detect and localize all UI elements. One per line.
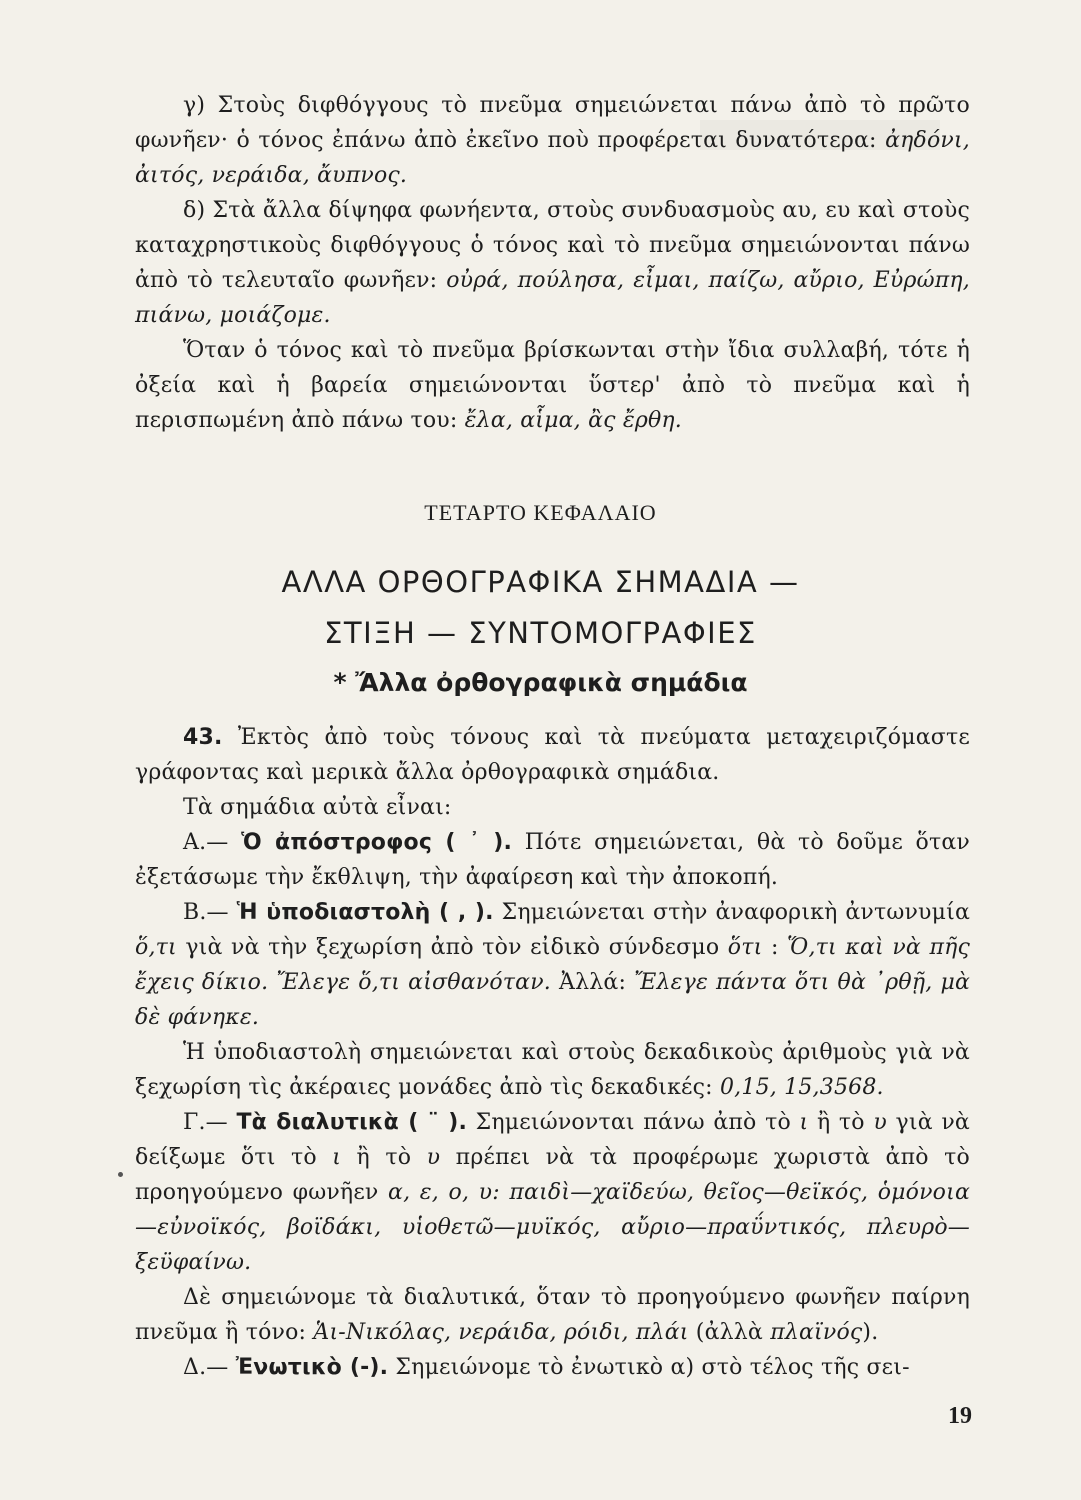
paragraph-accent-rule: Ὅταν ὁ τόνος καὶ τὸ πνεῦμα βρίσκωνται στὴν ἴδια συλλαβή, τότε ἡ ὀξεία καὶ ἡ βαρεία σημειώνονται ὕστερ' ἀπὸ τὸ πνεῦμα καὶ ἡ περισπωμένη ἀπὸ πάνω του: ἔλα, αἷμα, ἂς ἔρθη. bbox=[135, 338, 970, 433]
item-comma-decimals: Ἡ ὑποδιαστολὴ σημειώνεται καὶ στοὺς δεκαδικοὺς ἀριθμοὺς γιὰ νὰ ξεχωρίση τὶς ἀκέραιες μονάδες ἀπὸ τὶς δεκαδικές: 0,15, 15,3568. bbox=[135, 1040, 970, 1100]
item-comma: Β.— Ἡ ὑποδιαστολὴ ( , ). Σημειώνεται στὴν ἀναφορικὴ ἀντωνυμία ὅ,τι γιὰ νὰ τὴν ξεχωρίση ἀπὸ τὸν εἰδικὸ σύνδεσμο ὅτι : Ὅ,τι καὶ νὰ πῆς ἔχεις δίκιο. Ἔλεγε ὅ,τι αἰσθανόταν. Ἀλλά: Ἔλεγε πάντα ὅτι θὰ ᾿ρθῇ, μὰ δὲ φάνηκε. bbox=[135, 900, 971, 1030]
item-hyphen: Δ.— Ἐνωτικὸ (-). Σημειώνομε τὸ ἐνωτικὸ α) στὸ τέλος τῆς σει- bbox=[183, 1355, 910, 1380]
marks-list-intro: Τὰ σημάδια αὐτὰ εἶναι: bbox=[183, 795, 452, 820]
paragraph-gamma: γ) Στοὺς διφθόγγους τὸ πνεῦμα σημειώνεται πάνω ἀπὸ τὸ πρῶτο φωνῆεν· ὁ τόνος ἐπάνω ἀπὸ ἐκεῖνο ποὺ προφέρεται δυνατότερα: ἀηδόνι, ἀιτός, νεράιδα, ἄυπνος. bbox=[135, 93, 970, 188]
paragraph-delta: δ) Στὰ ἄλλα δίψηφα φωνήεντα, στοὺς συνδυασμοὺς αυ, ευ καὶ στοὺς καταχρηστικοὺς διφθόγγους ὁ τόνος καὶ τὸ πνεῦμα σημειώνονται πάνω ἀπὸ τὸ τελευταῖο φωνῆεν: οὐρά, πούλησα, εἶμαι, παίζω, αὔριο, Εὐρώπη, πιάνω, μοιάζομε. bbox=[135, 198, 971, 328]
page-number: 19 bbox=[948, 1403, 972, 1429]
margin-dot-mark bbox=[118, 1172, 123, 1177]
intro-text bbox=[135, 88, 970, 438]
chapter-title-line-2: ΣΤΙΞΗ — ΣΥΝΤΟΜΟΓΡΑΦΙΕΣ bbox=[324, 616, 757, 650]
item-apostrophe: Α.— Ὁ ἀπόστροφος ( ᾿ ). Πότε σημειώνεται, θὰ τὸ δοῦμε ὅταν ἐξετάσωμε τὴν ἔκθλιψη, τὴν ἀφαίρεση καὶ τὴν ἀποκοπή. bbox=[135, 830, 971, 890]
chapter-title-line-1: ΑΛΛΑ ΟΡΘΟΓΡΑΦΙΚΑ ΣΗΜΑΔΙΑ — bbox=[281, 565, 800, 599]
chapter-label: ΤΕΤΑΡΤΟ ΚΕΦΑΛΑΙΟ bbox=[424, 500, 657, 525]
item-diaeresis: Γ.— Τὰ διαλυτικὰ ( ¨ ). Σημειώνονται πάνω ἀπὸ τὸ ι ἢ τὸ υ γιὰ νὰ δείξωμε ὅτι τὸ ι ἢ τὸ υ πρέπει νὰ τὰ προφέρωμε χωριστὰ ἀπὸ τὸ προηγούμενο φωνῆεν α, ε, ο, υ: παιδὶ—χαϊδεύω, θεῖος—θεϊκός, ὁμόνοια—εὐνοϊκός, βοϊδάκι, υἱοθετῶ—μυϊκός, αὔριο—πραΰντικός, πλευρὸ—ξεϋφαίνω. bbox=[135, 1110, 970, 1275]
section-subheading: * Ἄλλα ὀρθογραφικὰ σημάδια bbox=[333, 668, 748, 697]
item-diaeresis-exception: Δὲ σημειώνομε τὰ διαλυτικά, ὅταν τὸ προηγούμενο φωνῆεν παίρνη πνεῦμα ἢ τόνο: Ἁι-Νικόλας, νεράιδα, ρόιδι, πλάι (ἀλλὰ πλαϊνός). bbox=[135, 1285, 970, 1345]
section-43-intro: 43. Ἐκτὸς ἀπὸ τοὺς τόνους καὶ τὰ πνεύματα μεταχειριζόμαστε γράφοντας καὶ μερικὰ ἄλλα ὀρθογραφικὰ σημάδια. bbox=[135, 725, 970, 785]
section-43 bbox=[135, 720, 970, 1385]
